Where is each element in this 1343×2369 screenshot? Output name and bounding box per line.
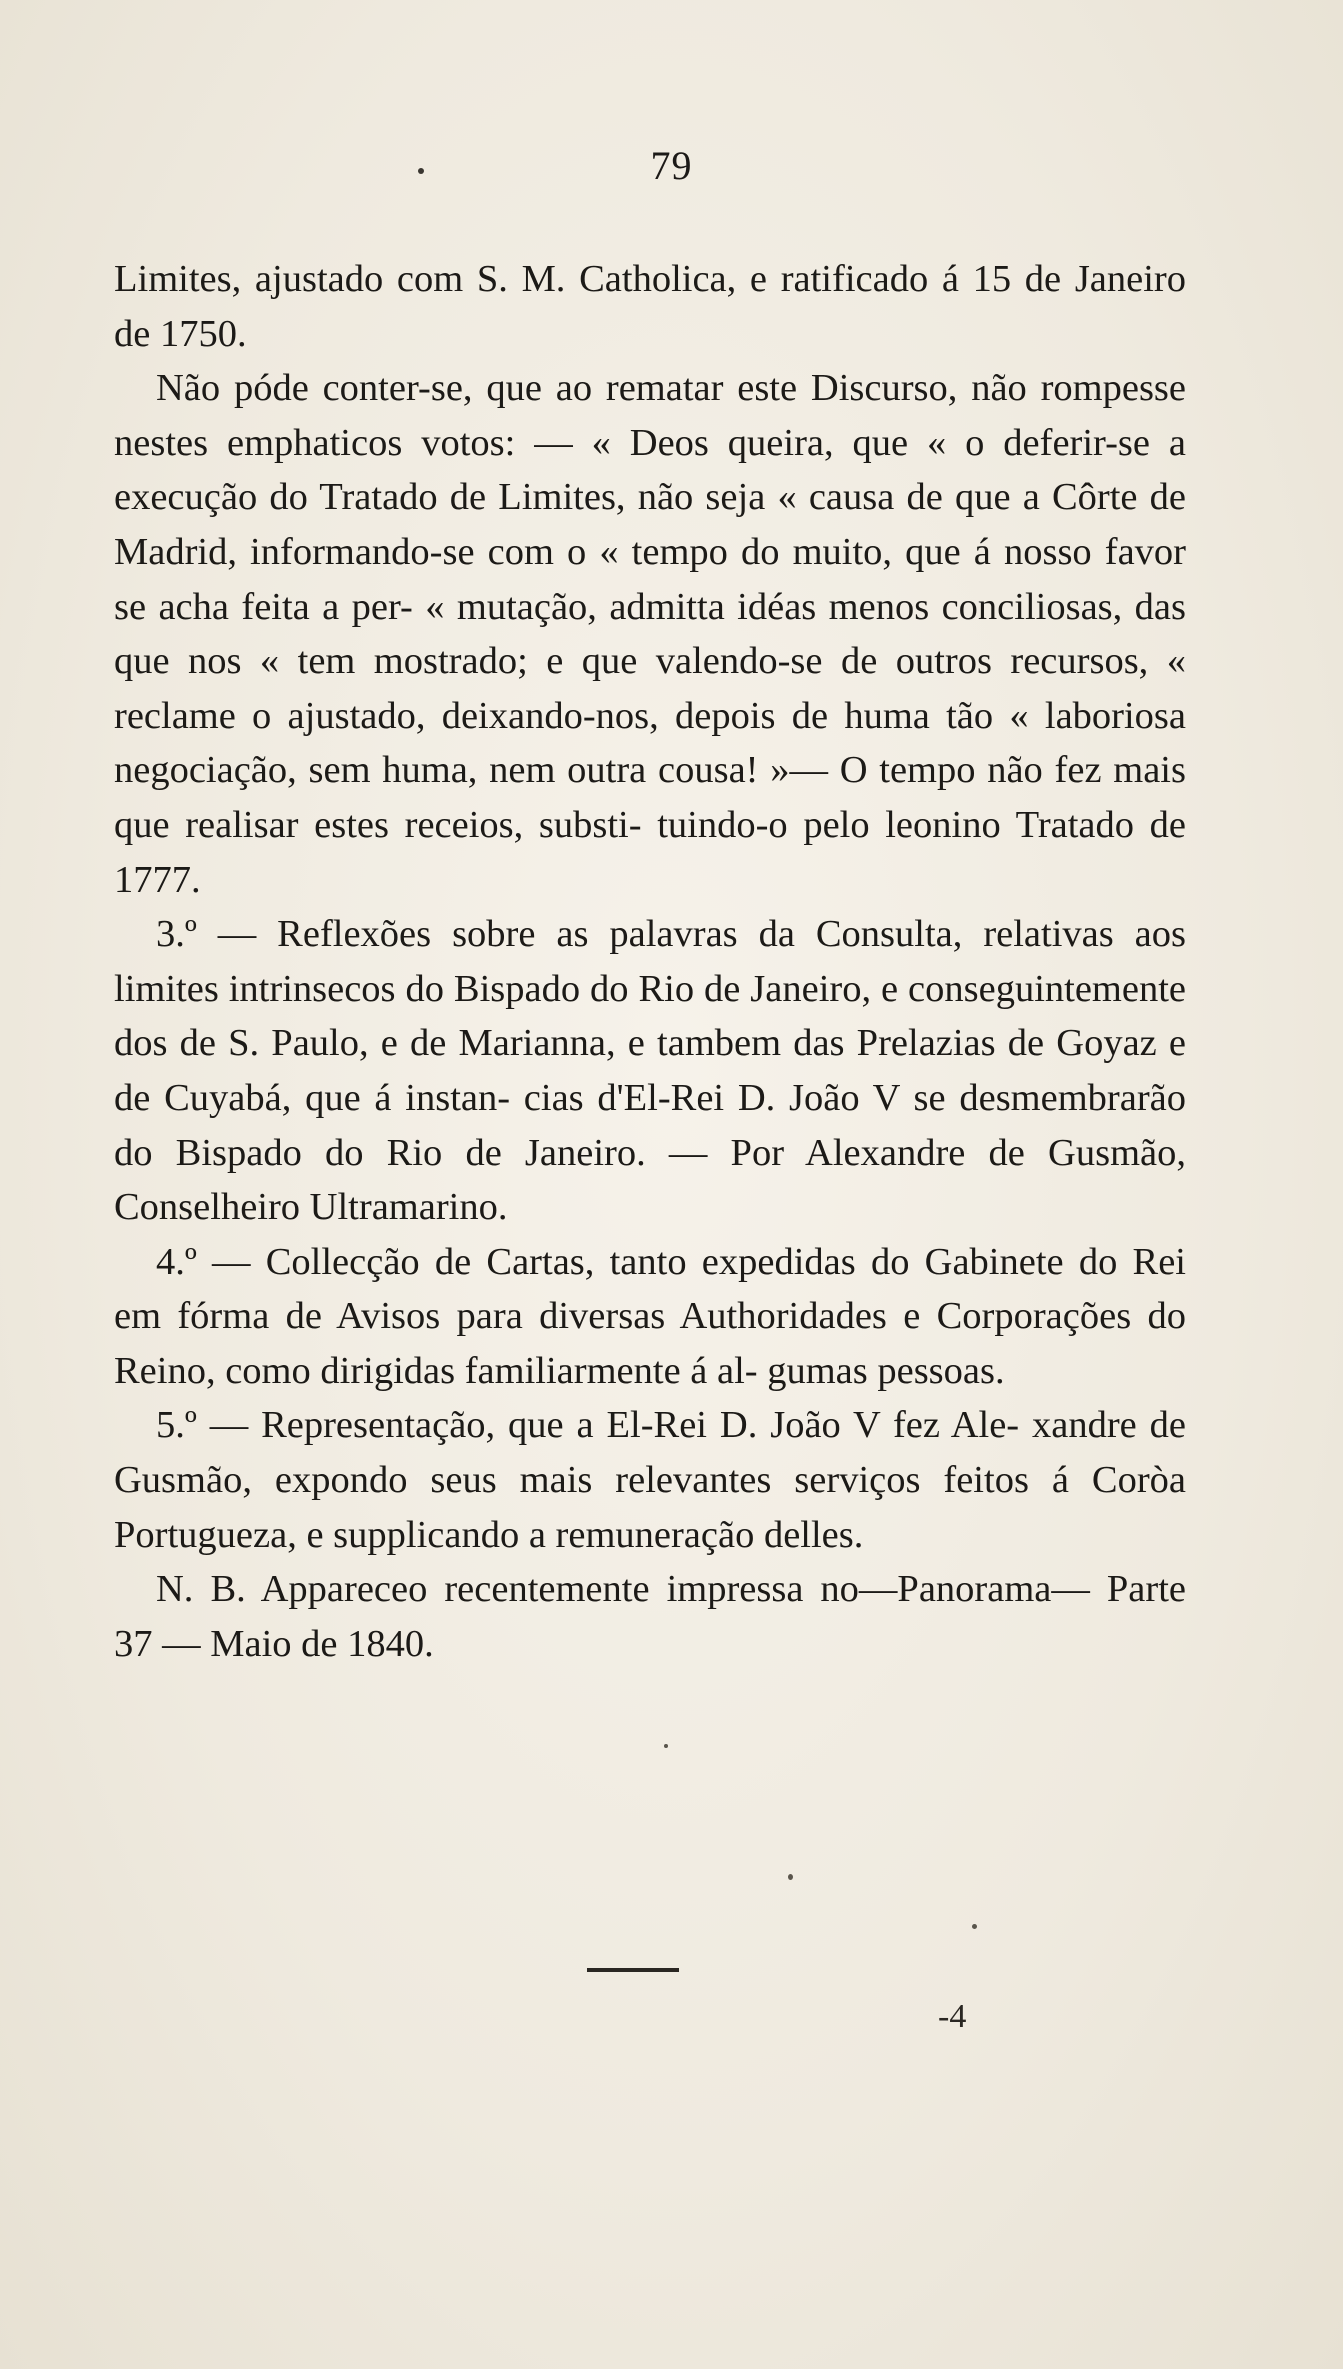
paragraph-item-4: 4.º — Collecção de Cartas, tanto expedidas do Gabinete do Rei em fórma de Avisos para diversas Authoridades e Corporações do Reino, como dirigidas familiarmente á al- gumas pessoas. [114, 1240, 1186, 1392]
paragraph-item-5: 5.º — Representação, que a El-Rei D. João V fez Ale- xandre de Gusmão, expondo seus mais relevantes serviços feitos á Coròa Portugueza, e supplicando a remuneração delles. [114, 1404, 1186, 1556]
body-text [114, 252, 1186, 1671]
ink-speck [972, 1924, 977, 1929]
paragraph-note: N. B. Appareceo recentemente impressa no—Panorama— Parte 37 — Maio de 1840. [114, 1568, 1186, 1665]
ink-speck [788, 1874, 793, 1880]
page-number: 79 [650, 143, 693, 188]
footer-mark: -4 [938, 1998, 967, 2035]
ink-speck [664, 1744, 668, 1748]
paragraph-item-3: 3.º — Reflexões sobre as palavras da Consulta, relativas aos limites intrinsecos do Bispado do Rio de Janeiro, e conseguintemente dos de S. Paulo, e de Marianna, e tambem das Prelazias de Goyaz e de Cuyabá, que á instan- cias d'El-Rei D. João V se desmembrarão do Bispado do Rio de Janeiro. — Por Alexandre de Gusmão, Conselheiro Ultramarino. [114, 913, 1186, 1229]
paragraph-quote: Não póde conter-se, que ao rematar este Discurso, não rompesse nestes emphaticos votos: — « Deos queira, que « o deferir-se a execução do Tratado de Limites, não seja « causa de que a Côrte de Madrid, informando-se com o « tempo do muito, que á nosso favor se acha feita a per- « mutação, admitta idéas menos conciliosas, das que nos « tem mostrado; e que valendo-se de outros recursos, « reclame o ajustado, deixando-nos, depois de huma tão « laboriosa negociação, sem huma, nem outra cousa! »— O tempo não fez mais que realisar estes receios, substi- tuindo-o pelo leonino Tratado de 1777. [114, 367, 1186, 901]
closing-rule [587, 1968, 679, 1972]
paragraph-continuation: Limites, ajustado com S. M. Catholica, e ratificado á 15 de Janeiro de 1750. [114, 258, 1186, 355]
